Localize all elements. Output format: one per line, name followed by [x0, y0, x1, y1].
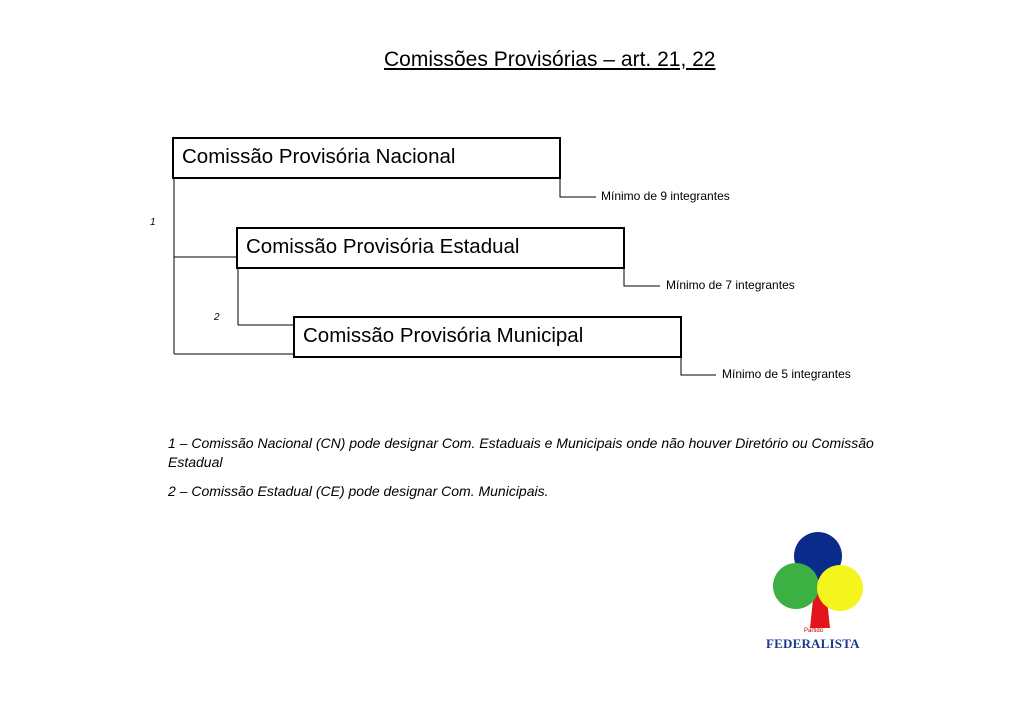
minimo-nacional: Mínimo de 9 integrantes [601, 189, 730, 203]
callout-line-municipal [681, 358, 716, 375]
box-comissao-municipal [293, 316, 682, 358]
footnote-2: 2 – Comissão Estadual (CE) pode designar Com. Municipais. [168, 483, 549, 499]
callout-line-nacional [560, 179, 596, 197]
partido-federalista-logo [760, 530, 880, 655]
box-comissao-nacional [172, 137, 561, 179]
callout-line-estadual [624, 269, 660, 286]
box-comissao-nacional-label: Comissão Provisória Nacional [182, 145, 456, 168]
reference-1: 1 [150, 217, 156, 228]
tree-icon [760, 530, 880, 630]
page-title: Comissões Provisórias – art. 21, 22 [384, 48, 716, 71]
reference-2: 2 [214, 312, 220, 323]
minimo-municipal: Mínimo de 5 integrantes [722, 367, 851, 381]
box-comissao-estadual [236, 227, 625, 269]
tree-circle-yellow [817, 565, 863, 611]
box-comissao-estadual-label: Comissão Provisória Estadual [246, 235, 520, 258]
minimo-estadual: Mínimo de 7 integrantes [666, 278, 795, 292]
box-comissao-municipal-label: Comissão Provisória Municipal [303, 324, 584, 347]
footnote-1: 1 – Comissão Nacional (CN) pode designar Com. Estaduais e Municipais onde não houver Diretório ou Comissão Estadual [168, 435, 874, 470]
tree-circle-green [773, 563, 819, 609]
logo-small-text: Partido [804, 628, 824, 634]
logo-main-text: FEDERALISTA [766, 636, 860, 651]
